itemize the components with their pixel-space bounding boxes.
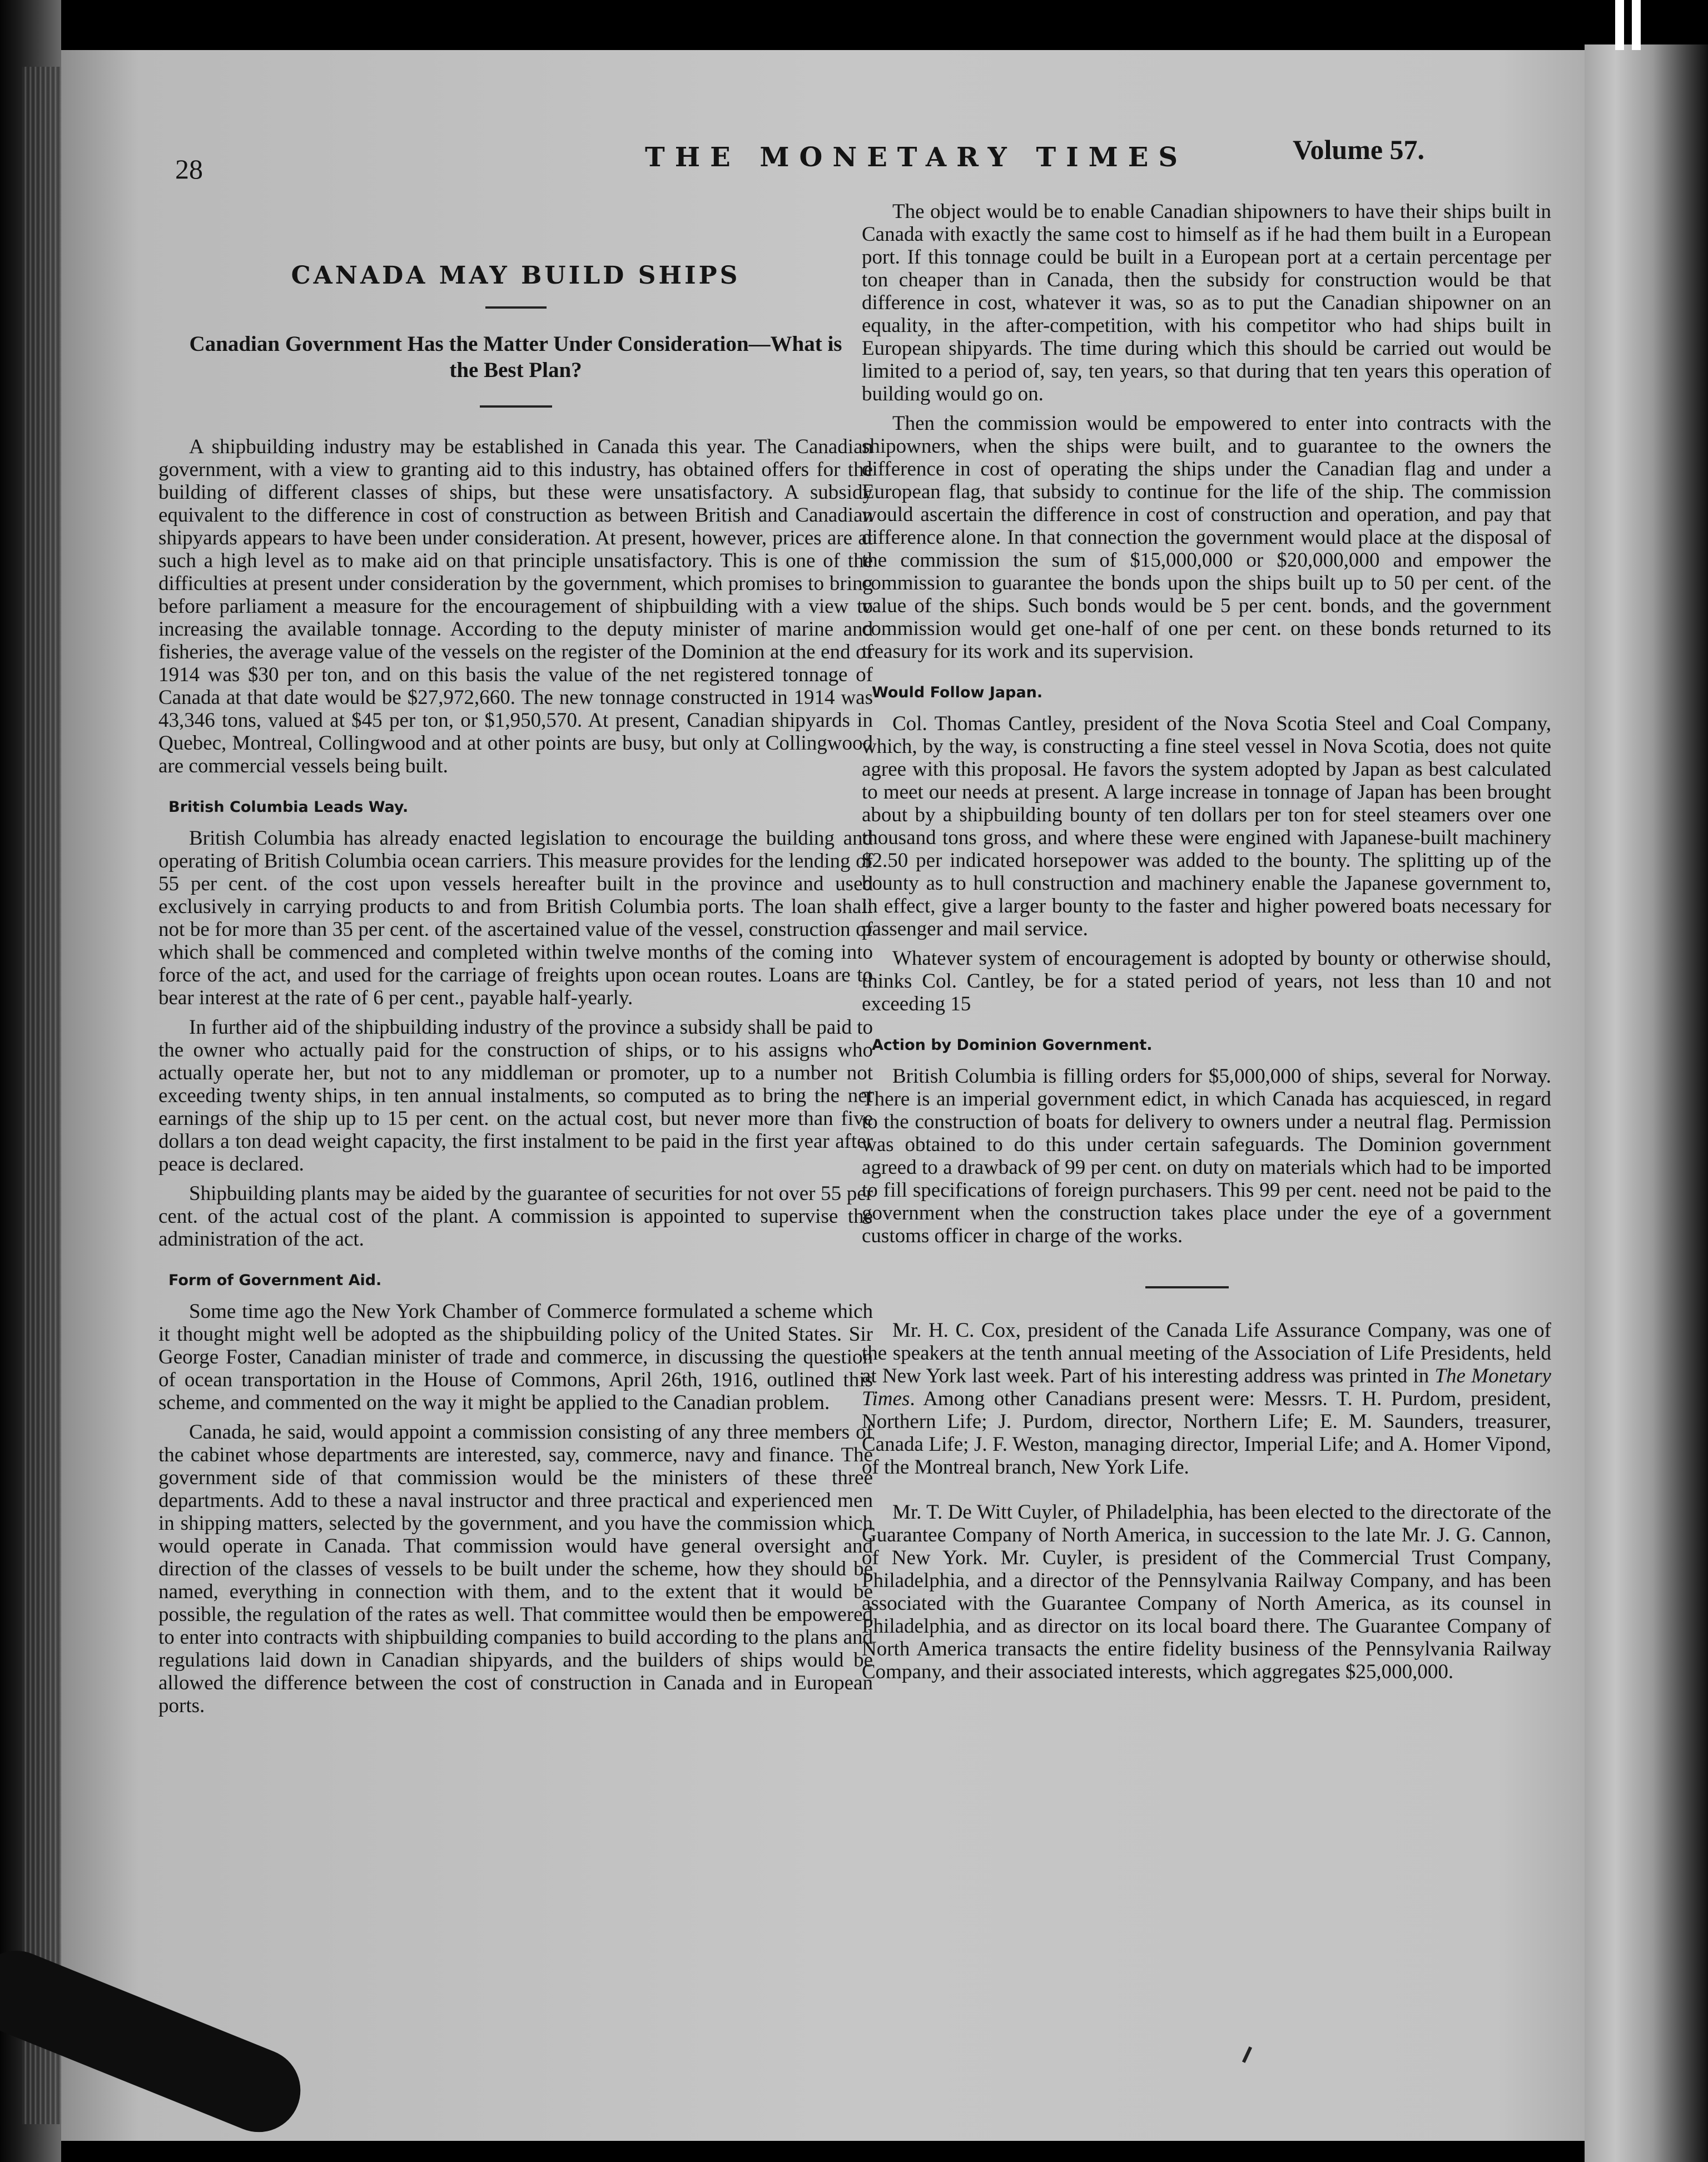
page-header (61, 50, 1607, 189)
note-text: Mr. H. C. Cox, president of the Canada Life Assurance Company, was one of the speakers at the tenth annual meeting of the Association of Life Presidents, held at New York last week. Part of his interesting address was printed in (862, 1319, 1551, 1387)
paragraph: The object would be to enable Canadian shipowners to have their ships built in Canada with exactly the same cost to himself as if he had them built in a European port. If this tonnage could be built in a European port at a certain percentage per ton cheaper than in Canada, then the subsidy for construction would be that difference in cost, whatever it was, so as to put the Canadian shipowner on an equality, in the after-competition, with his competitor who had ships built in European shipyards. The time during which this should be carried out would be limited to a period of, say, ten years, so that during that ten years this operation of building would go on. (862, 200, 1551, 405)
paragraph: Col. Thomas Cantley, president of the Nova Scotia Steel and Coal Company, which, by the way, is constructing a fine steel vessel in Nova Scotia, does not quite agree with this proposal. He favors the system adopted by Japan as best calculated to meet our needs at present. A large increase in tonnage of Japan has been brought about by a shipbuilding bounty of ten dollars per ton for steel steamers over one thousand tons gross, and where these were engined with Japanese-built machinery $2.50 per indicated horsepower was added to the bounty. The splitting up of the bounty as to hull construction and machinery enable the Japanese government to, in effect, give a larger bounty to the faster and higher powered boats necessary for passenger and mail service. (862, 712, 1551, 940)
article-title: CANADA MAY BUILD SHIPS (291, 261, 741, 290)
news-note: Mr. T. De Witt Cuyler, of Philadelphia, has been elected to the directorate of the Guarantee Company of North America, in succession to the late Mr. J. G. Cannon, of New York. Mr. Cuyler, is president of the Commercial Trust Company, Philadelphia, and a director of the Pennsylvania Railway Company, and has been associated with the Guarantee Company of North America, as its counsel in Philadelphia, and as director on its local board there. The Guarantee Company of North America transacts the entire fidelity business of the Pennsylvania Railway Company, and their associated interests, which aggregates $25,000,000. (862, 1501, 1551, 1683)
paragraph: Canada, he said, would appoint a commission consisting of any three members of the cabinet whose departments are interested, say, commerce, navy and finance. The government side of that commission would be the ministers of these three departments. Add to these a naval instructor and three practical and experienced men in shipping matters, selected by the government, and you have the commission which would operate in Canada. That commission would have general oversight and direction of the classes of vessels to be built under the scheme, how they should be named, everything in connection with them, and to the extent that it would be possible, the regulation of the rates as well. That committee would then be empowered to enter into contracts with shipbuilding companies to build according to the plans and regulations laid down in Canadian shipyards, and the builders of ships would be allowed the difference between the cost of construction in Canada and in European ports. (158, 1421, 873, 1717)
article-subtitle: Canadian Government Has the Matter Under Consideration—What is the Best Plan? (189, 332, 842, 382)
section-separator (1145, 1286, 1229, 1288)
edge-strip (1632, 0, 1641, 50)
subtitle-rule (480, 405, 552, 408)
page-number: 28 (175, 153, 203, 185)
paragraph: In further aid of the shipbuilding industry of the province a subsidy shall be paid to the owner who actually paid for the construction of ships, or to his assigns who actually operate her, but not to any middleman or promoter, up to a number not exceeding twenty ships, in ten annual instalments, so computed as to bring the net earnings of the ship up to 15 per cent. on the actual cost, but never more than five dollars a ton dead weight capacity, the first instalment to be paid in the first year after peace is declared. (158, 1016, 873, 1176)
note-text: . Among other Canadians present were: Messrs. T. H. Purdom, president, Northern Life; J. Purdom, director, Northern Life; E. M. Saunders, treasurer, Canada Life; J. F. Weston, managing director, Imperial Life; and A. Homer Vipond, of the Montreal branch, New York Life. (862, 1387, 1551, 1479)
magazine-page (61, 50, 1607, 2141)
paragraph: A shipbuilding industry may be established in Canada this year. The Canadian government, with a view to granting aid to this industry, has obtained offers for the building of different classes of ships, but these were unsatisfactory. A subsidy equivalent to the difference in cost of construction as between British and Canadian shipyards appears to have been under consideration. At present, however, prices are at such a high level as to make aid on that principle unsatisfactory. This is one of the difficulties at present under consideration by the government, which promises to bring before parliament a measure for the encouragement of shipbuilding with a view to increasing the available tonnage. According to the deputy minister of marine and fisheries, the average value of the vessels on the register of the Dominion at the end of 1914 was $30 per ton, and on this basis the value of the net registered tonnage of Canada at that date would be $27,972,660. The new tonnage constructed in 1914 was 43,346 tons, valued at $45 per ton, or $1,950,570. At present, Canadian shipyards in Quebec, Montreal, Collingwood and at other points are busy, but only at Collingwood are commercial vessels being built. (158, 435, 873, 777)
section-heading: Form of Government Aid. (168, 1272, 382, 1289)
paragraph: Some time ago the New York Chamber of Commerce formulated a scheme which it thought might well be adopted as the shipbuilding policy of the United States. Sir George Foster, Canadian minister of trade and commerce, in discussing the question of ocean transportation in the House of Commons, April 26th, 1916, outlined this scheme, and commented on the way it might be applied to the Canadian problem. (158, 1300, 873, 1414)
section-heading: Would Follow Japan. (872, 684, 1043, 701)
running-title: THE MONETARY TIMES (645, 142, 1188, 173)
right-column (862, 200, 1551, 1690)
title-rule (485, 306, 547, 309)
section-heading: Action by Dominion Government. (872, 1037, 1153, 1054)
edge-strip (1615, 0, 1624, 50)
page-stack-edges (22, 67, 61, 2124)
paragraph: Shipbuilding plants may be aided by the guarantee of securities for not over 55 per cent. of the actual cost of the plant. A commission is appointed to supervise the administration of the act. (158, 1182, 873, 1251)
ink-mark (1242, 2046, 1252, 2063)
volume-label: Volume 57. (1293, 134, 1425, 165)
paragraph: Then the commission would be empowered to enter into contracts with the shipowners, when the ships were built, and to guarantee to the owners the difference in cost of operating the ships under the Canadian flag and under a European flag, that subsidy to continue for the life of the ship. The commission would ascertain the difference in cost of construction and operation, and pay that difference alone. In that connection the government would place at the disposal of the commission the sum of $15,000,000 or $20,000,000 and empower the commission to guarantee the bonds upon the ships built up to 50 per cent. of the value of the ships. Such bonds would be 5 per cent. bonds, and the government commission would get one-half of one per cent. on these bonds returned to its treasury for its work and its supervision. (862, 412, 1551, 663)
news-note (862, 1319, 1551, 1479)
left-column (158, 217, 873, 1724)
publication-name: The Monetary Times (862, 1365, 1551, 1410)
section-heading: British Columbia Leads Way. (168, 799, 409, 816)
paragraph: British Columbia is filling orders for $5,000,000 of ships, several for Norway. There is an imperial government edict, in which Canada has acquiesced, in regard to the construction of boats for delivery to owners under a neutral flag. Permission was obtained to do this under certain safeguards. The Dominion government agreed to a drawback of 99 per cent. on duty on materials which had to be imported to fill specifications of foreign purchasers. This 99 per cent. need not be paid to the government when the construction takes place under the eye of a government customs officer in charge of the works. (862, 1065, 1551, 1247)
paragraph: British Columbia has already enacted legislation to encourage the building and operating of British Columbia ocean carriers. This measure provides for the lending of 55 per cent. of the cost upon vessels hereafter built in the province and used exclusively in carrying products to and from British Columbia ports. The loan shall not be for more than 35 per cent. of the ascertained value of the vessel, construction of which shall be commenced and completed within twelve months of the coming into force of the act, and used for the carriage of freights upon ocean routes. Loans are to bear interest at the rate of 6 per cent., payable half-yearly. (158, 827, 873, 1009)
paragraph: Whatever system of encouragement is adopted by bounty or otherwise should, thinks Col. Cantley, be for a stated period of years, not less than 10 and not exceeding 15 (862, 947, 1551, 1015)
right-page-edge (1585, 44, 1708, 2162)
